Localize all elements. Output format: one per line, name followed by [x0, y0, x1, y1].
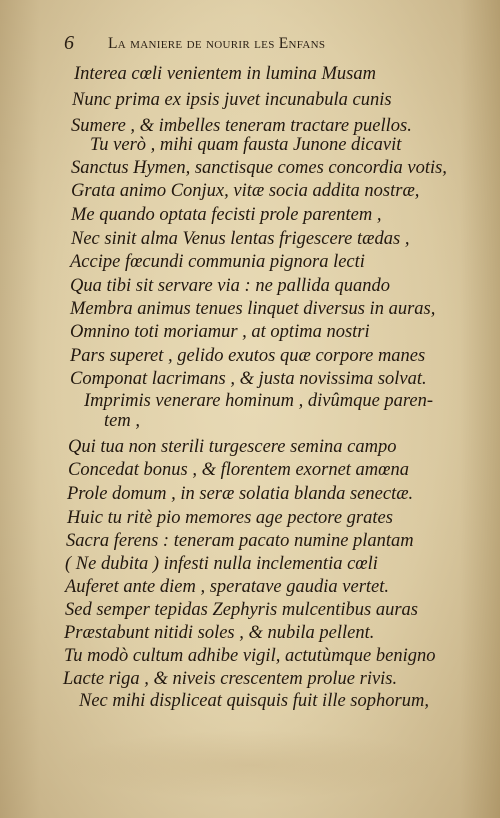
verse-line: Qui tua non sterili turgescere semina campo	[68, 437, 397, 457]
running-title: La maniere de nourir les Enfans	[108, 35, 326, 52]
verse-line: Præstabunt nitidi soles , & nubila pellent.	[64, 623, 375, 643]
verse-line: Grata animo Conjux, vitæ socia addita nostræ,	[71, 181, 420, 201]
verse-line: Sed semper tepidas Zephyris mulcentibus auras	[65, 600, 419, 620]
verse-line: Accipe fœcundi communia pignora lecti	[70, 252, 365, 272]
verse-line: Prole domum , in seræ solatia blanda senectæ.	[67, 484, 414, 504]
verse-line: Qua tibi sit servare via : ne pallida quando	[70, 276, 390, 296]
verse-line: Lacte riga , & niveis crescentem prolue rivis.	[63, 669, 398, 689]
verse-line: Omnino toti moriamur , at optima nostri	[70, 322, 370, 342]
verse-line: Nec sinit alma Venus lentas frigescere tædas ,	[71, 229, 410, 249]
verse-line: Sanctus Hymen, sanctisque comes concordia votis,	[71, 158, 447, 178]
verse-line: Huic tu ritè pio memores age pectore grates	[67, 508, 393, 528]
verse-line: Nec mihi displiceat quisquis fuit ille sophorum,	[79, 691, 429, 711]
verse-line: Nunc prima ex ipsis juvet incunabula cunis	[72, 90, 392, 110]
verse-line: Me quando optata fecisti prole parentem ,	[71, 205, 382, 225]
verse-line: Tu verò , mihi quam fausta Junone dicavit	[90, 135, 402, 155]
verse-line: Imprimis venerare hominum , divûmque paren-	[84, 391, 434, 411]
verse-line: Auferet ante diem , speratave gaudia vertet.	[65, 577, 390, 597]
verse-line: Interea cœli venientem in lumina Musam	[74, 64, 376, 84]
verse-line: Membra animus tenues linquet diversus in auras,	[70, 299, 436, 319]
verse-line: Tu modò cultum adhibe vigil, actutùmque benigno	[64, 646, 436, 666]
verse-line: tem ,	[104, 411, 140, 431]
verse-line: Sacra ferens : teneram pacato numine plantam	[66, 531, 414, 551]
verse-line: Sumere , & imbelles teneram tractare puellos.	[71, 116, 412, 136]
page-number: 6	[64, 32, 74, 54]
verse-line: ( Ne dubita ) infesti nulla inclementia cœli	[65, 554, 378, 574]
verse-line: Componat lacrimans , & justa novissima solvat.	[70, 369, 427, 389]
verse-line: Concedat bonus , & florentem exornet amœna	[68, 460, 410, 480]
verse-line: Pars superet , gelido exutos quæ corpore manes	[70, 346, 426, 366]
